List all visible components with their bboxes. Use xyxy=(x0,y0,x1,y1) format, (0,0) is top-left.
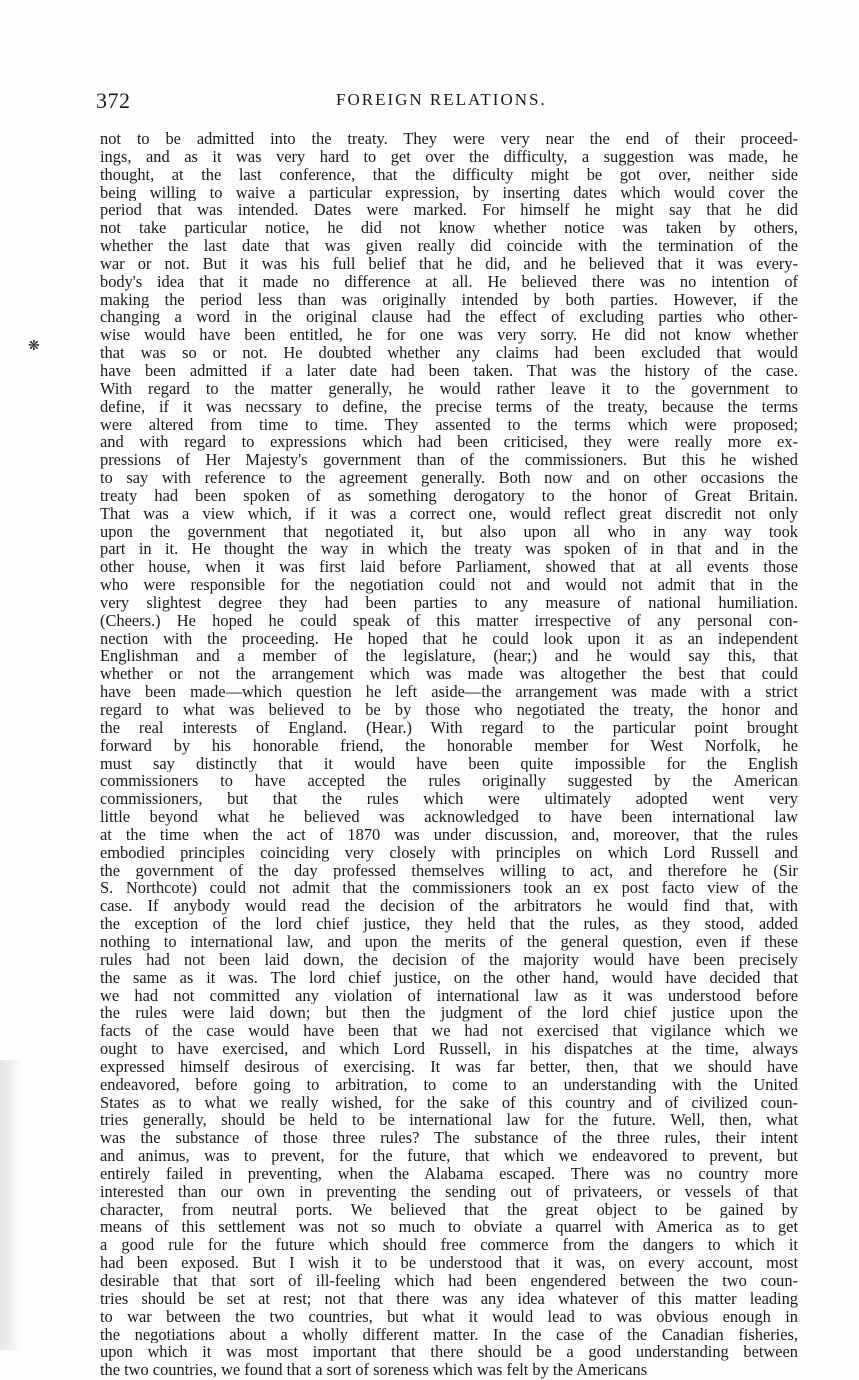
text-line: and animus, was to prevent, for the future, that which we endeavored to prevent, but xyxy=(100,1147,798,1165)
text-line: thought, at the last conference, that the difficulty might be got over, neither side xyxy=(100,165,798,184)
text-line: Englishman and a member of the legislature, (hear;) and he would say this, that xyxy=(100,647,798,666)
text-line: wise would have been entitled, he for one was very sorry. He did not know whether xyxy=(100,326,798,345)
text-line: little beyond what he believed was acknowledged to have been international law xyxy=(100,808,798,826)
text-line: endeavored, before going to arbitration, to come to an understanding with the United xyxy=(100,1075,798,1094)
page-header xyxy=(96,88,796,114)
text-line: the negotiations about a wholly different matter. In the case of the Canadian fisheries, xyxy=(100,1325,798,1344)
text-line: and with regard to expressions which had been criticised, they were really more ex- xyxy=(100,433,798,452)
text-line: upon the government that negotiated it, but also upon all who in any way took xyxy=(100,522,798,541)
text-line: define, if it was necssary to define, the precise terms of the treaty, because the terms xyxy=(100,397,798,416)
text-line: very slightest degree they had been parties to any measure of national humiliation. xyxy=(100,593,798,612)
text-line: part in it. He thought the way in which the treaty was spoken of in that and in the xyxy=(100,540,798,559)
text-line: tries generally, should be held to be international law for the future. Well, then, what xyxy=(100,1111,798,1130)
text-line: have been made—which question he left aside—the arrangement was made with a strict xyxy=(100,683,798,701)
text-line: the real interests of England. (Hear.) With regard to the particular point brought xyxy=(100,718,798,737)
text-line: means of this settlement was not so much to obviate a quarrel with America as to get xyxy=(100,1218,798,1237)
text-line: to war between the two countries, but what it would lead to was obvious enough in xyxy=(100,1307,798,1326)
text-line: the two countries, we found that a sort of soreness which was felt by the Americans xyxy=(100,1361,648,1380)
body-text xyxy=(100,130,798,1379)
text-line: ings, and as it was very hard to get over the difficulty, a suggestion was made, he xyxy=(100,147,798,166)
text-line: rules had not been laid down, the decision of the majority would have been precisely xyxy=(100,950,798,969)
text-line: tries should be set at rest; not that there was any idea whatever of this matter leading xyxy=(100,1289,798,1308)
text-line: were altered from time to time. They assented to the terms which were proposed; xyxy=(100,415,798,434)
text-line: expressed himself desirous of exercising. It was far better, then, that we should have xyxy=(100,1057,798,1076)
text-line: war or not. But it was his full belief that he did, and he believed that it was every- xyxy=(100,254,798,273)
text-line: pressions of Her Majesty's government than of the commissioners. But this he wished xyxy=(100,451,798,470)
text-line: forward by his honorable friend, the honorable member for West Norfolk, he xyxy=(100,736,798,755)
text-line: States as to what we really wished, for the sake of this country and of civilized coun- xyxy=(100,1093,798,1112)
text-line: not to be admitted into the treaty. They were very near the end of their proceed- xyxy=(100,130,798,148)
text-line: facts of the case would have been that we had not exercised that vigilance which we xyxy=(100,1022,798,1041)
text-line: period that was intended. Dates were marked. For himself he might say that he did xyxy=(100,201,798,220)
text-line: the rules were laid down; but then the judgment of the lord chief justice upon the xyxy=(100,1004,798,1023)
text-line: have been admitted if a later date had been taken. That was the history of the case. xyxy=(100,361,798,380)
text-line: was the substance of those three rules? The substance of the three rules, their intent xyxy=(100,1129,798,1148)
text-line: upon which it was most important that there should be a good understanding between xyxy=(100,1343,798,1362)
margin-mark: ❋ xyxy=(28,339,40,354)
text-line: treaty had been spoken of as something derogatory to the honor of Great Britain. xyxy=(100,486,798,505)
text-line: whether the last date that was given really did coincide with the termination of the xyxy=(100,237,798,255)
text-line: had been exposed. But I wish it to be understood that it was, on every account, most xyxy=(100,1254,798,1272)
scan-edge-shadow xyxy=(0,1060,22,1350)
text-line: whether or not the arrangement which was made was altogether the best that could xyxy=(100,665,798,684)
text-line: making the period less than was originally intended by both parties. However, if the xyxy=(100,290,798,309)
text-line: interested than our own in preventing the sending out of privateers, or vessels of that xyxy=(100,1182,798,1201)
text-line: ought to have exercised, and which Lord Russell, in his dispatches at the time, always xyxy=(100,1040,798,1058)
text-line: changing a word in the original clause had the effect of excluding parties who other- xyxy=(100,308,798,327)
text-line: to say with reference to the agreement generally. Both now and on other occasions the xyxy=(100,469,798,487)
page-number: 372 xyxy=(96,88,131,113)
text-line: that was so or not. He doubted whether any claims had been excluded that would xyxy=(100,344,798,362)
text-line: the same as it was. The lord chief justice, on the other hand, would have decided that xyxy=(100,968,798,987)
text-line: other house, when it was first laid before Parliament, showed that at all events those xyxy=(100,558,798,577)
text-line: S. Northcote) could not admit that the commissioners took an ex post facto view of the xyxy=(100,879,798,898)
text-line: embodied principles coinciding very closely with principles on which Lord Russell and xyxy=(100,843,798,862)
text-line: desirable that that sort of ill-feeling which had been engendered between the two coun- xyxy=(100,1272,798,1290)
text-line: (Cheers.) He hoped he could speak of this matter irrespective of any personal con- xyxy=(100,611,798,630)
text-line: commissioners to have accepted the rules originally suggested by the American xyxy=(100,772,798,791)
text-line: the government of the day professed themselves willing to act, and therefore he (Sir xyxy=(100,861,798,880)
text-line: That was a view which, if it was a correct one, would reflect great discredit not only xyxy=(100,504,798,523)
text-line: entirely failed in preventing, when the Alabama escaped. There was no country more xyxy=(100,1164,798,1183)
text-line: nection with the proceeding. He hoped that he could look upon it as an independent xyxy=(100,629,798,648)
text-line: regard to what was believed to be by those who negotiated the treaty, the honor and xyxy=(100,701,798,719)
text-line: a good rule for the future which should free commerce from the dangers to which it xyxy=(100,1236,798,1255)
text-line: who were responsible for the negotiation could not and would not admit that in the xyxy=(100,576,798,594)
text-line: not take particular notice, he did not know whether notice was taken by others, xyxy=(100,219,798,238)
text-line: being willing to waive a particular expression, by inserting dates which would cover the xyxy=(100,183,798,202)
text-line: at the time when the act of 1870 was under discussion, and, moreover, that the rules xyxy=(100,825,798,844)
text-line: the exception of the lord chief justice, they held that the rules, as they stood, added xyxy=(100,915,798,933)
text-line: must say distinctly that it would have been quite impossible for the English xyxy=(100,754,798,773)
running-title: FOREIGN RELATIONS. xyxy=(336,90,547,109)
text-line: we had not committed any violation of international law as it was understood before xyxy=(100,986,798,1005)
text-line: nothing to international law, and upon the merits of the general question, even if these xyxy=(100,932,798,951)
text-line: body's idea that it made no difference at all. He believed there was no intention of xyxy=(100,272,798,291)
text-line: case. If anybody would read the decision of the arbitrators he would find that, with xyxy=(100,897,798,916)
text-line: character, from neutral ports. We believed that the great object to be gained by xyxy=(100,1200,798,1219)
text-line: With regard to the matter generally, he would rather leave it to the government to xyxy=(100,379,798,398)
text-line: commissioners, but that the rules which were ultimately adopted went very xyxy=(100,790,798,809)
